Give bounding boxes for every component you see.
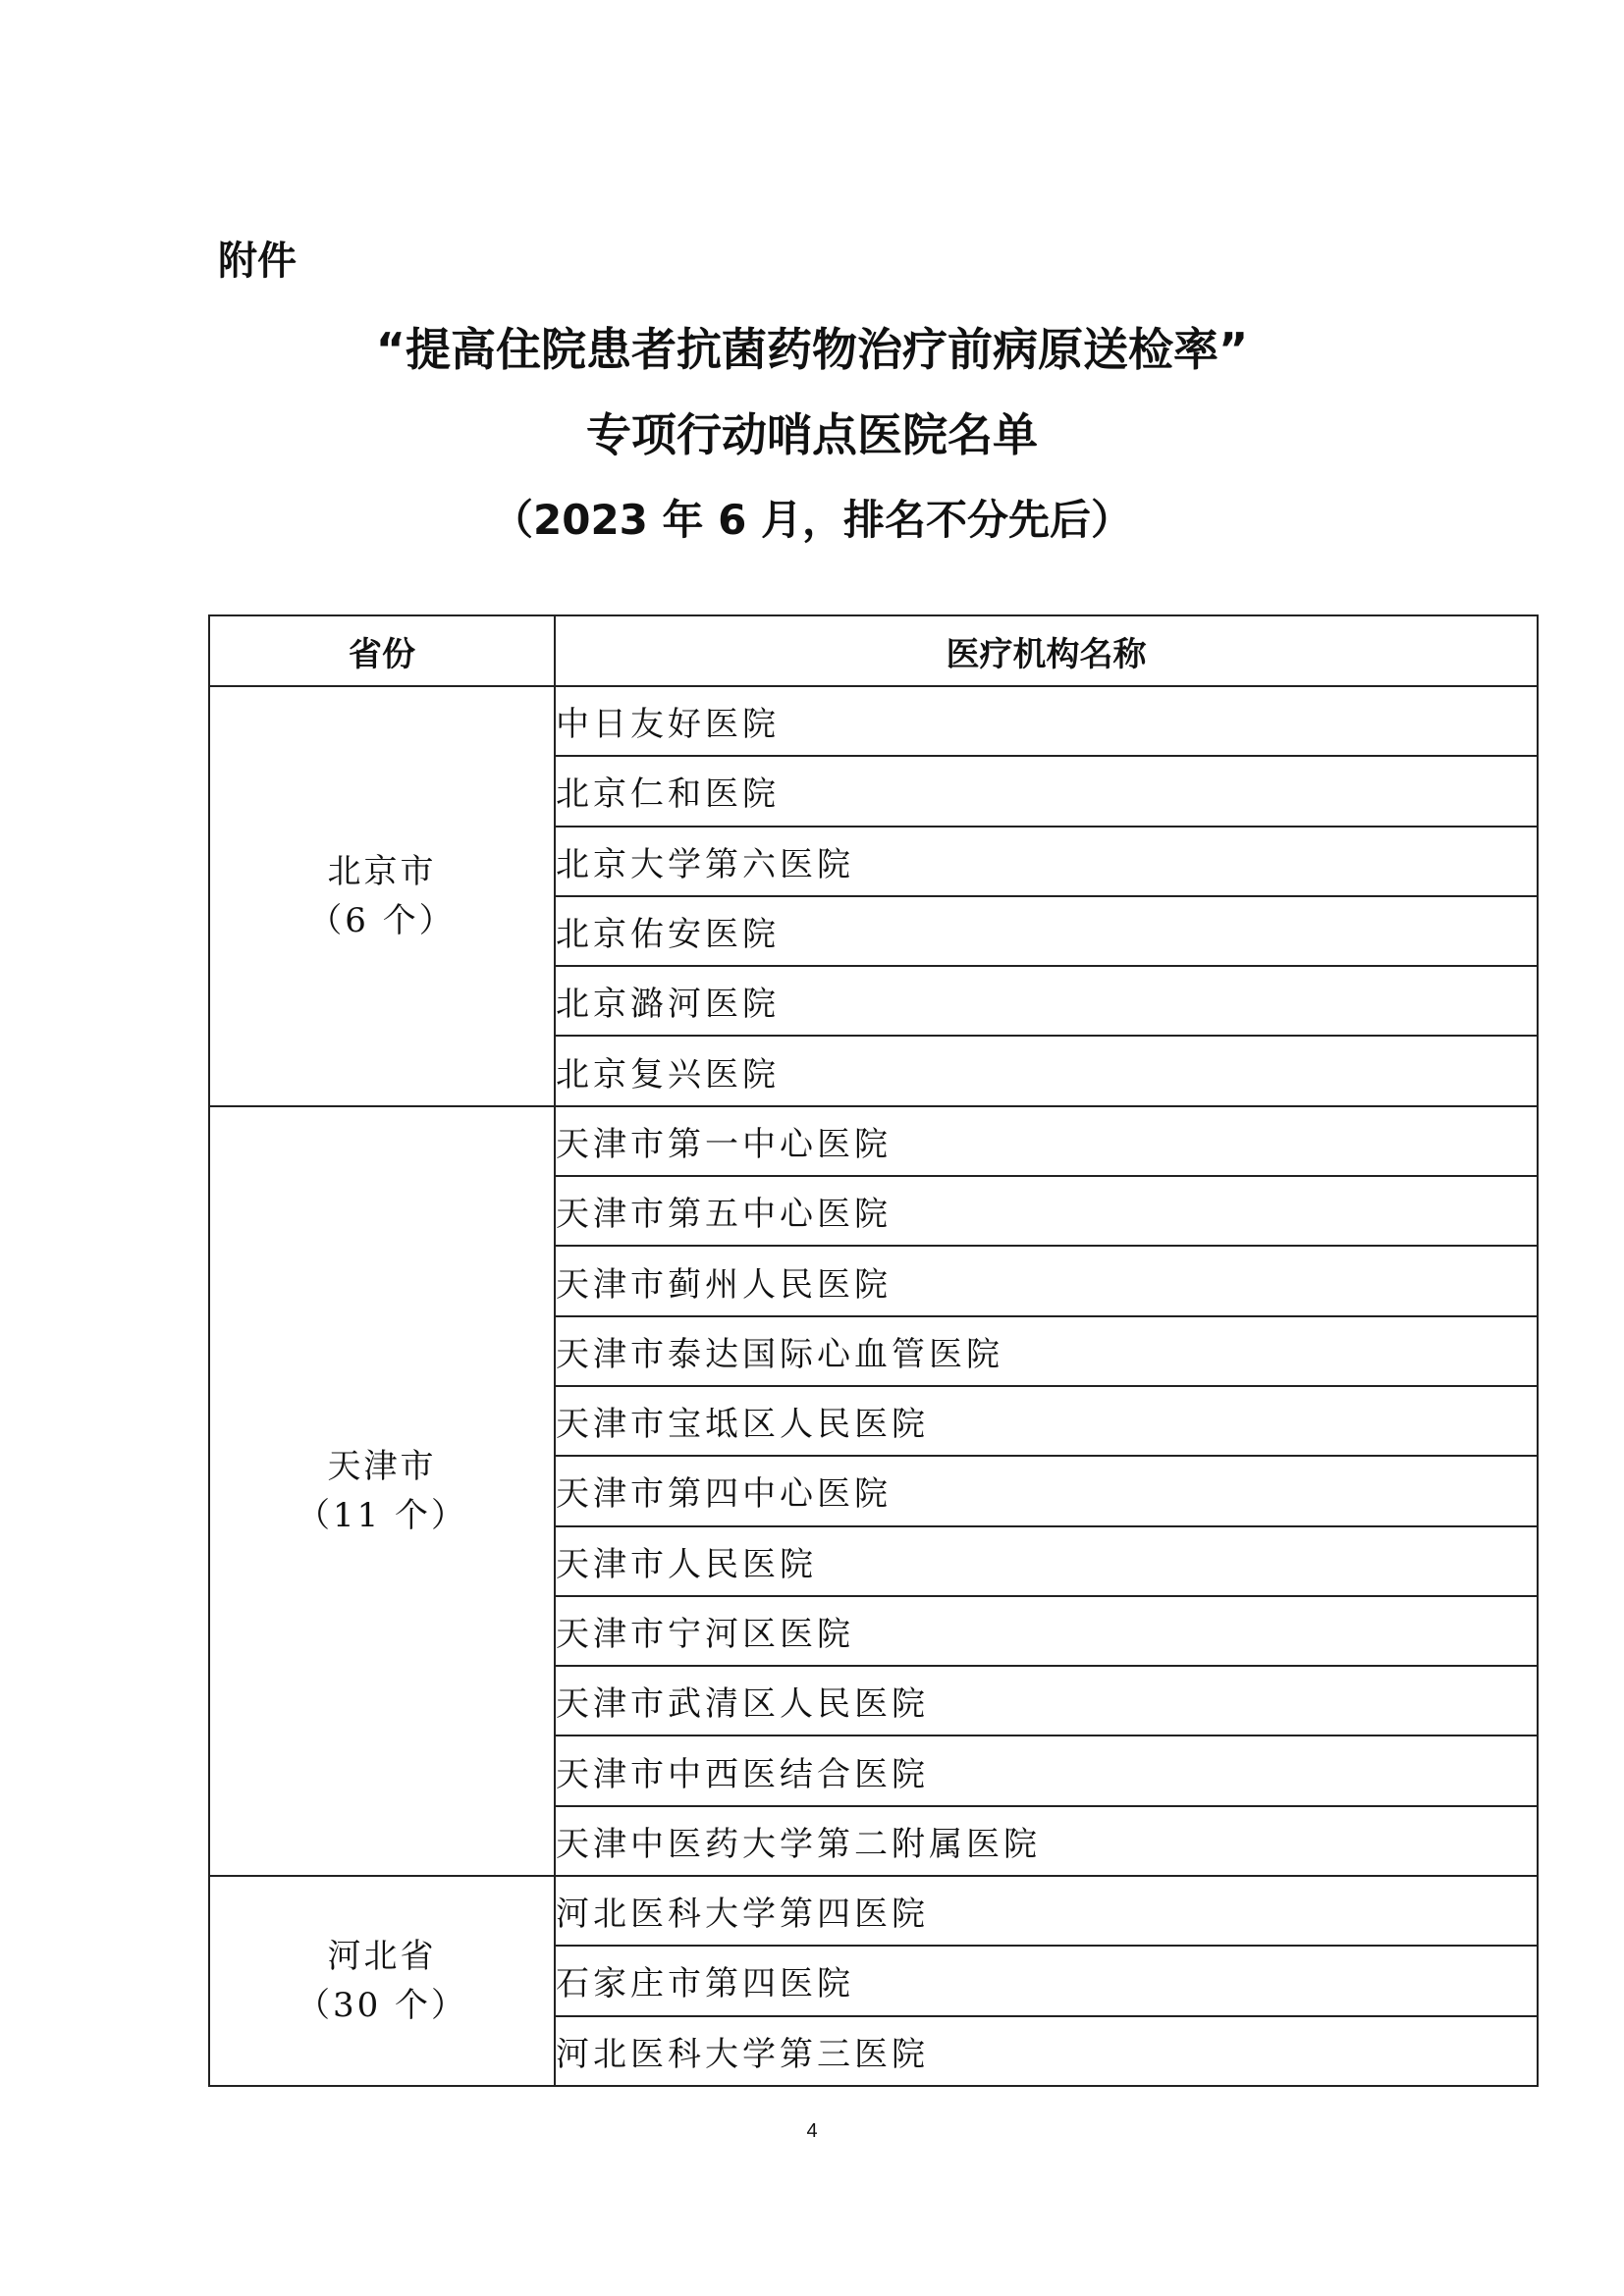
hospital-name: 石家庄市第四医院 bbox=[555, 1946, 1538, 2015]
hospital-name: 天津市泰达国际心血管医院 bbox=[555, 1316, 1538, 1386]
hospital-name: 天津市蓟州人民医院 bbox=[555, 1246, 1538, 1315]
hospital-name: 天津市人民医院 bbox=[555, 1526, 1538, 1596]
province-cell-hebei bbox=[209, 1876, 555, 2086]
hospital-name: 天津市宝坻区人民医院 bbox=[555, 1386, 1538, 1456]
header-province: 省份 bbox=[209, 615, 555, 686]
hospital-name: 北京潞河医院 bbox=[555, 966, 1538, 1036]
table-row bbox=[209, 686, 1538, 756]
header-institution-name: 医疗机构名称 bbox=[555, 615, 1538, 686]
province-count: （11 个） bbox=[296, 1495, 468, 1535]
document-title-line-2: 专项行动哨点医院名单 bbox=[586, 408, 1038, 461]
table-row bbox=[209, 1106, 1538, 1176]
province-name: 河北省 bbox=[327, 1936, 437, 1976]
province-cell-beijing bbox=[209, 686, 555, 1106]
hospital-name: 天津市第五中心医院 bbox=[555, 1176, 1538, 1246]
hospital-name: 中日友好医院 bbox=[555, 686, 1538, 756]
hospital-name: 天津市第一中心医院 bbox=[555, 1106, 1538, 1176]
province-name: 天津市 bbox=[327, 1446, 437, 1486]
province-cell-tianjin bbox=[209, 1106, 555, 1876]
table-header-row bbox=[209, 615, 1538, 686]
hospital-name: 天津中医药大学第二附属医院 bbox=[555, 1806, 1538, 1876]
province-count: （6 个） bbox=[308, 900, 456, 940]
hospital-name: 北京佑安医院 bbox=[555, 896, 1538, 966]
hospital-name: 河北医科大学第三医院 bbox=[555, 2016, 1538, 2086]
table-row bbox=[209, 1876, 1538, 1946]
document-subtitle-date: （2023 年 6 月，排名不分先后） bbox=[492, 496, 1132, 544]
hospital-name: 北京仁和医院 bbox=[555, 756, 1538, 826]
hospital-name: 河北医科大学第四医院 bbox=[555, 1876, 1538, 1946]
page-number: 4 bbox=[806, 2120, 818, 2142]
hospital-name: 天津市武清区人民医院 bbox=[555, 1666, 1538, 1735]
hospital-name: 北京复兴医院 bbox=[555, 1036, 1538, 1105]
document-title-line-1: “提高住院患者抗菌药物治疗前病原送检率” bbox=[375, 323, 1249, 376]
province-count: （30 个） bbox=[296, 1985, 468, 2025]
attachment-label: 附件 bbox=[218, 239, 297, 284]
hospital-name: 天津市宁河区医院 bbox=[555, 1596, 1538, 1666]
hospital-name: 天津市中西医结合医院 bbox=[555, 1735, 1538, 1805]
hospital-name: 天津市第四中心医院 bbox=[555, 1456, 1538, 1525]
province-name: 北京市 bbox=[327, 851, 437, 891]
hospital-name: 北京大学第六医院 bbox=[555, 827, 1538, 896]
hospital-table bbox=[208, 614, 1539, 2087]
